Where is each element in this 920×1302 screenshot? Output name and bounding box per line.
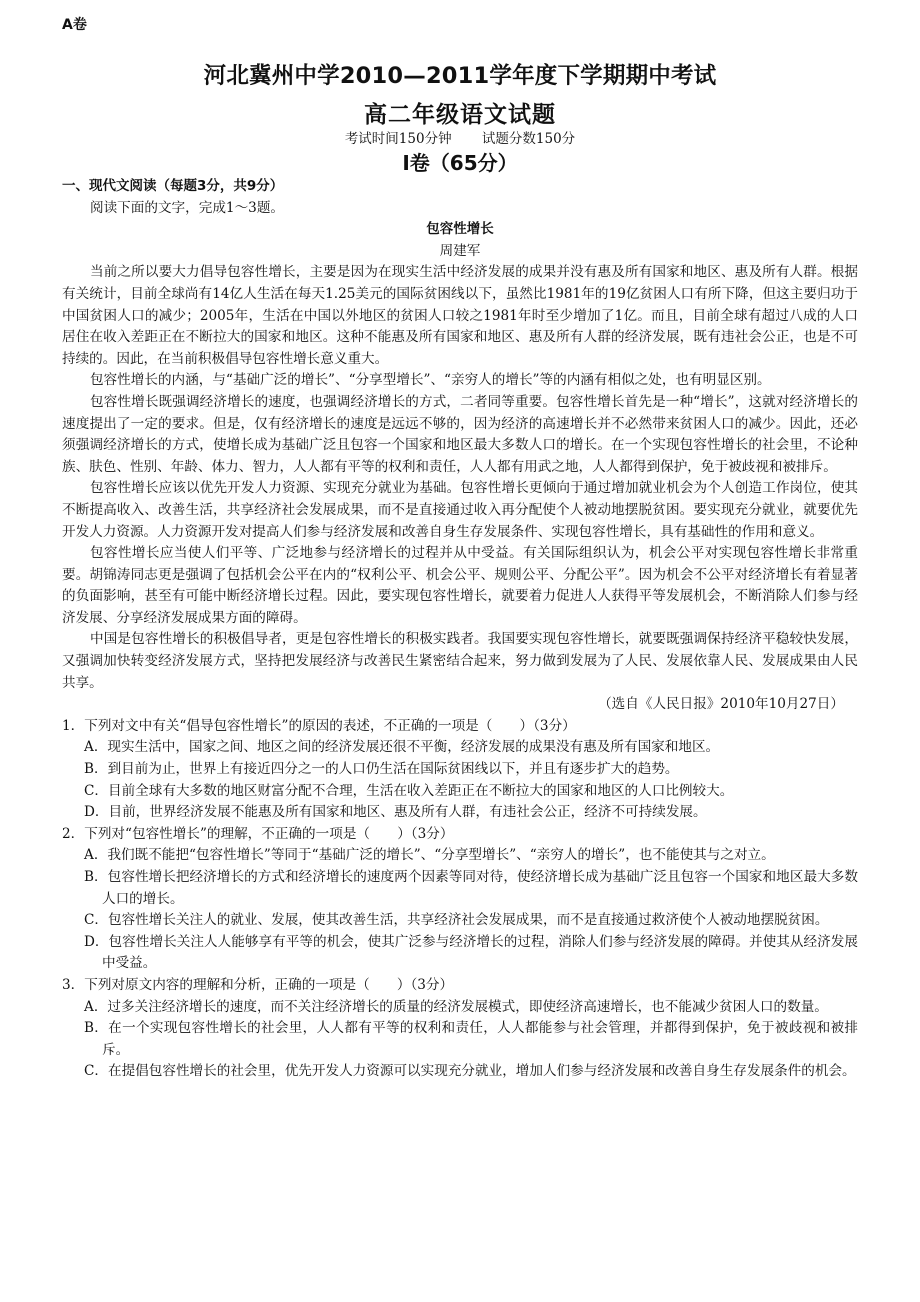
article-title: 包容性增长 (426, 221, 494, 238)
part-title: I卷（65分） (402, 151, 518, 175)
question-option: B．在一个实现包容性增长的社会里，人人都有平等的权利和责任，人人都能参与社会管理，并都得到保护，免于被歧视和被排斥。 (84, 1020, 858, 1058)
question-option: B．包容性增长把经济增长的方式和经济增长的速度两个因素等同对待，使经济增长成为基础广泛且包容一个国家和地区最大多数人口的增长。 (84, 869, 858, 907)
question-option: D．目前，世界经济发展不能惠及所有国家和地区、惠及所有人群，有违社会公正，经济不可持续发展。 (84, 804, 707, 821)
exam-score: 试题分数150分 (481, 131, 576, 147)
article-author: 周建军 (439, 242, 481, 259)
article-paragraph: 包容性增长的内涵，与“基础广泛的增长”、“分享型增长”、“亲穷人的增长”等的内涵有相似之处，也有明显区别。 (90, 372, 771, 389)
article-paragraph: 包容性增长既强调经济增长的速度，也强调经济增长的方式，二者同等重要。包容性增长首先是一种“增长”，这就对经济增长的速度提出了一定的要求。但是，仅有经济增长的速度是远远不够的，因为经济的高速增长并不必然带来贫困人口的减少。因此，还必须强调经济增长的方式，使增长成为基础广泛且包容一个国家和地区最大多数人口的增长。在一个实现包容性增长的社会里，不论种族、肤色、性别、年龄、体力、智力，人人都有平等的权利和责任，人人都有用武之地，人人都得到保护，免于被歧视和被排斥。 (62, 393, 858, 475)
question-option: C．包容性增长关注人的就业、发展，使其改善生活，共享经济社会发展成果，而不是直接通过救济使个人被动地摆脱贫困。 (84, 912, 829, 929)
article-paragraph: 包容性增长应该以优先开发人力资源、实现充分就业为基础。包容性增长更倾向于通过增加就业机会为个人创造工作岗位，使其不断提高收入、改善生活，共享经济社会发展成果，而不是直接通过收入再分配使个人被动地摆脱贫困。要实现充分就业，就要优先开发人力资源。人力资源开发对提高人们参与经济发展和改善自身生存发展条件、实现包容性增长，具有基础性的作用和意义。 (62, 480, 858, 540)
question-stem: 3．下列对原文内容的理解和分析，正确的一项是（ ）（3分） (62, 976, 454, 993)
question-option: A．现实生活中，国家之间、地区之间的经济发展还很不平衡，经济发展的成果没有惠及所有国家和地区。 (84, 739, 720, 756)
paper-tag: A卷 (62, 17, 87, 33)
question-stem: 1．下列对文中有关“倡导包容性增长”的原因的表述，不正确的一项是（ ）（3分） (62, 717, 576, 734)
question-option: C．在提倡包容性增长的社会里，优先开发人力资源可以实现充分就业，增加人们参与经济发展和改善自身生存发展条件的机会。 (84, 1063, 856, 1080)
question-stem: 2．下列对“包容性增长”的理解，不正确的一项是（ ）（3分） (62, 825, 454, 842)
exam-title: 河北冀州中学2010—2011学年度下学期期中考试 (203, 63, 717, 89)
article-paragraph: 包容性增长应当使人们平等、广泛地参与经济增长的过程并从中受益。有关国际组织认为，机会公平对实现包容性增长非常重要。胡锦涛同志更是强调了包括机会公平在内的“权利公平、机会公平、规则公平、分配公平”。因为机会不公平对经济增长有着显著的负面影响，甚至有可能中断经济增长过程。因此，要实现包容性增长，就要着力促进人人获得平等发展机会，不断消除人们参与经济发展、分享经济发展成果方面的障碍。 (62, 545, 858, 626)
question-option: C．目前全球有大多数的地区财富分配不合理，生活在收入差距正在不断拉大的国家和地区的人口比例较大。 (84, 782, 734, 799)
exam-info (0, 127, 920, 147)
question-option: A．我们既不能把“包容性增长”等同于“基础广泛的增长”、“分享型增长”、“亲穷人的增长”，也不能使其与之对立。 (84, 847, 775, 864)
section-instruction: 阅读下面的文字，完成1～3题。 (90, 199, 285, 216)
main-content (62, 176, 858, 1083)
section-heading: 一、现代文阅读（每题3分，共9分） (62, 178, 284, 194)
article-paragraph: 中国是包容性增长的积极倡导者，更是包容性增长的积极实践者。我国要实现包容性增长，就要既强调保持经济平稳较快发展，又强调加快转变经济发展方式，坚持把发展经济与改善民生紧密结合起来，努力做到发展为了人民、发展依靠人民、发展成果由人民共享。 (62, 631, 858, 691)
article-source: （选自《人民日报》2010年10月27日） (598, 696, 844, 713)
question-option: D．包容性增长关注人人能够享有平等的机会，使其广泛参与经济增长的过程，消除人们参与经济发展的障碍。并使其从经济发展中受益。 (84, 933, 858, 972)
exam-time: 考试时间150分钟 (344, 131, 452, 147)
question-option: B．到目前为止，世界上有接近四分之一的人口仍生活在国际贫困线以下，并且有逐步扩大的趋势。 (84, 761, 679, 778)
question-option: A．过多关注经济增长的速度，而不关注经济增长的质量的经济发展模式，即使经济高速增长，也不能减少贫困人口的数量。 (84, 998, 828, 1015)
article-paragraph: 当前之所以要大力倡导包容性增长，主要是因为在现实生活中经济发展的成果并没有惠及所有国家和地区、惠及所有人群。根据有关统计，目前全球尚有14亿人生活在每天1.25美元的国际贫困线以下，虽然比1981年的19亿贫困人口有所下降，但这主要归功于中国贫困人口的减少；2005年，生活在中国以外地区的贫困人口较之1981年时至少增加了1亿。而且，目前全球有超过八成的人口居住在收入差距正在不断拉大的国家和地区。这种不能惠及所有国家和地区、惠及所有人群的经济发展，既有违社会公正，也是不可持续的。因此，在当前积极倡导包容性增长意义重大。 (62, 264, 858, 367)
exam-subtitle: 高二年级语文试题 (364, 102, 556, 128)
